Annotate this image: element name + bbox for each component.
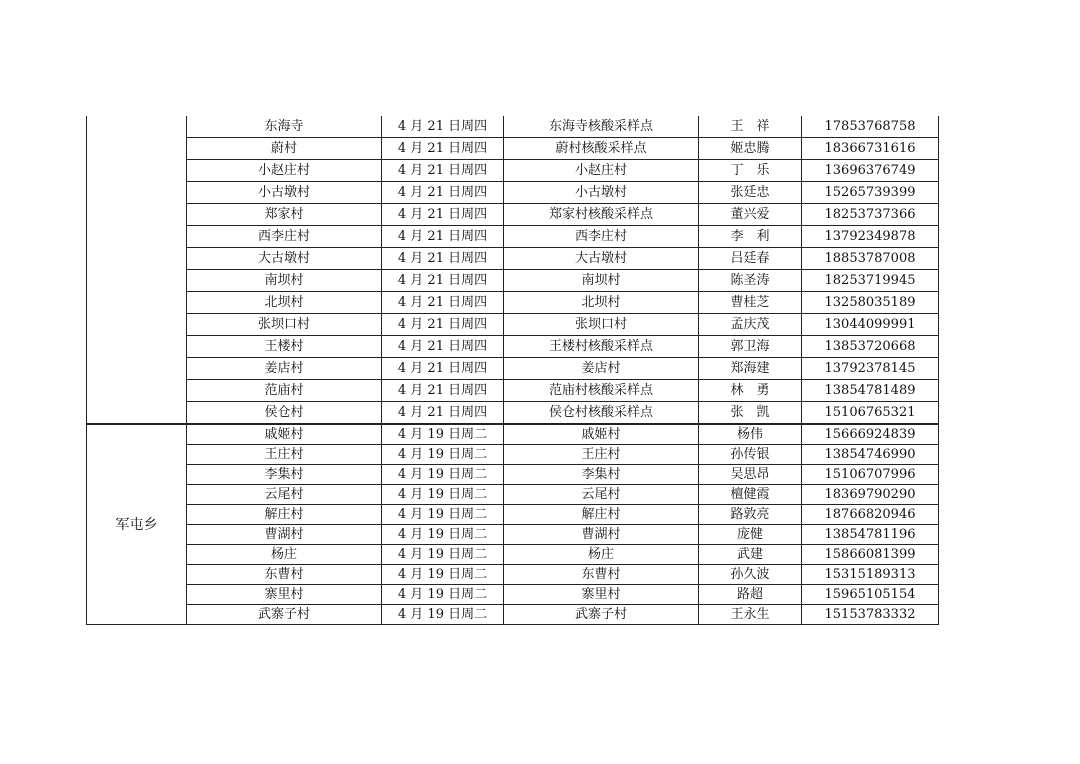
table-row xyxy=(87,402,939,425)
date-cell: 4 月 19 日周二 xyxy=(382,585,504,605)
phone-cell: 15153783332 xyxy=(802,605,939,625)
table-row xyxy=(87,138,939,160)
contact-cell: 姬忠腾 xyxy=(699,138,802,160)
village-cell: 云尾村 xyxy=(187,485,382,505)
site-cell: 寨里村 xyxy=(504,585,699,605)
date-cell: 4 月 19 日周二 xyxy=(382,505,504,525)
date-cell: 4 月 21 日周四 xyxy=(382,160,504,182)
contact-cell: 王永生 xyxy=(699,605,802,625)
site-cell: 西李庄村 xyxy=(504,226,699,248)
contact-cell: 吴思昂 xyxy=(699,465,802,485)
table-row xyxy=(87,292,939,314)
village-cell: 西李庄村 xyxy=(187,226,382,248)
contact-cell: 杨伟 xyxy=(699,424,802,445)
date-cell: 4 月 19 日周二 xyxy=(382,485,504,505)
table-row xyxy=(87,585,939,605)
table-row xyxy=(87,182,939,204)
date-cell: 4 月 21 日周四 xyxy=(382,358,504,380)
township-cell xyxy=(87,116,187,424)
date-cell: 4 月 21 日周四 xyxy=(382,270,504,292)
site-cell: 大古墩村 xyxy=(504,248,699,270)
table-row xyxy=(87,424,939,445)
date-cell: 4 月 21 日周四 xyxy=(382,138,504,160)
village-cell: 大古墩村 xyxy=(187,248,382,270)
phone-cell: 18253719945 xyxy=(802,270,939,292)
contact-cell: 王 祥 xyxy=(699,116,802,138)
site-cell: 戚姬村 xyxy=(504,424,699,445)
date-cell: 4 月 21 日周四 xyxy=(382,226,504,248)
phone-cell: 13792378145 xyxy=(802,358,939,380)
site-cell: 小赵庄村 xyxy=(504,160,699,182)
phone-cell: 17853768758 xyxy=(802,116,939,138)
phone-cell: 15315189313 xyxy=(802,565,939,585)
phone-cell: 18853787008 xyxy=(802,248,939,270)
table-row xyxy=(87,116,939,138)
date-cell: 4 月 21 日周四 xyxy=(382,380,504,402)
village-cell: 曹湖村 xyxy=(187,525,382,545)
phone-cell: 13696376749 xyxy=(802,160,939,182)
table-row xyxy=(87,160,939,182)
phone-cell: 13854781196 xyxy=(802,525,939,545)
site-cell: 郑家村核酸采样点 xyxy=(504,204,699,226)
site-cell: 王庄村 xyxy=(504,445,699,465)
phone-cell: 13853720668 xyxy=(802,336,939,358)
village-cell: 侯仓村 xyxy=(187,402,382,425)
contact-cell: 檀健霞 xyxy=(699,485,802,505)
site-cell: 北坝村 xyxy=(504,292,699,314)
village-cell: 郑家村 xyxy=(187,204,382,226)
phone-cell: 13258035189 xyxy=(802,292,939,314)
phone-cell: 13044099991 xyxy=(802,314,939,336)
table-row xyxy=(87,485,939,505)
table-row xyxy=(87,565,939,585)
phone-cell: 13854746990 xyxy=(802,445,939,465)
table-row xyxy=(87,465,939,485)
village-cell: 姜店村 xyxy=(187,358,382,380)
site-cell: 李集村 xyxy=(504,465,699,485)
phone-cell: 18253737366 xyxy=(802,204,939,226)
date-cell: 4 月 19 日周二 xyxy=(382,424,504,445)
table-row xyxy=(87,445,939,465)
village-cell: 范庙村 xyxy=(187,380,382,402)
date-cell: 4 月 21 日周四 xyxy=(382,402,504,425)
date-cell: 4 月 21 日周四 xyxy=(382,182,504,204)
site-cell: 蔚村核酸采样点 xyxy=(504,138,699,160)
contact-cell: 董兴爱 xyxy=(699,204,802,226)
date-cell: 4 月 19 日周二 xyxy=(382,565,504,585)
contact-cell: 张 凯 xyxy=(699,402,802,425)
table-row xyxy=(87,358,939,380)
site-cell: 曹湖村 xyxy=(504,525,699,545)
village-cell: 王庄村 xyxy=(187,445,382,465)
table-row xyxy=(87,605,939,625)
village-cell: 东曹村 xyxy=(187,565,382,585)
village-cell: 东海寺 xyxy=(187,116,382,138)
date-cell: 4 月 19 日周二 xyxy=(382,545,504,565)
contact-cell: 郭卫海 xyxy=(699,336,802,358)
date-cell: 4 月 19 日周二 xyxy=(382,605,504,625)
contact-cell: 曹桂芝 xyxy=(699,292,802,314)
date-cell: 4 月 21 日周四 xyxy=(382,248,504,270)
site-cell: 解庄村 xyxy=(504,505,699,525)
contact-cell: 郑海建 xyxy=(699,358,802,380)
site-cell: 姜店村 xyxy=(504,358,699,380)
table-row xyxy=(87,505,939,525)
date-cell: 4 月 21 日周四 xyxy=(382,116,504,138)
village-cell: 解庄村 xyxy=(187,505,382,525)
date-cell: 4 月 21 日周四 xyxy=(382,204,504,226)
site-cell: 南坝村 xyxy=(504,270,699,292)
phone-cell: 13854781489 xyxy=(802,380,939,402)
table-row xyxy=(87,248,939,270)
phone-cell: 15866081399 xyxy=(802,545,939,565)
contact-cell: 张廷忠 xyxy=(699,182,802,204)
village-cell: 蔚村 xyxy=(187,138,382,160)
phone-cell: 18369790290 xyxy=(802,485,939,505)
site-cell: 范庙村核酸采样点 xyxy=(504,380,699,402)
site-cell: 王楼村核酸采样点 xyxy=(504,336,699,358)
table-row xyxy=(87,380,939,402)
contact-cell: 武建 xyxy=(699,545,802,565)
phone-cell: 18366731616 xyxy=(802,138,939,160)
contact-cell: 路超 xyxy=(699,585,802,605)
site-cell: 武寨子村 xyxy=(504,605,699,625)
contact-cell: 孟庆茂 xyxy=(699,314,802,336)
village-cell: 小赵庄村 xyxy=(187,160,382,182)
phone-cell: 18766820946 xyxy=(802,505,939,525)
phone-cell: 13792349878 xyxy=(802,226,939,248)
phone-cell: 15265739399 xyxy=(802,182,939,204)
site-cell: 侯仓村核酸采样点 xyxy=(504,402,699,425)
village-cell: 北坝村 xyxy=(187,292,382,314)
date-cell: 4 月 21 日周四 xyxy=(382,336,504,358)
table-row xyxy=(87,270,939,292)
table-row xyxy=(87,525,939,545)
contact-cell: 路敦亮 xyxy=(699,505,802,525)
site-cell: 杨庄 xyxy=(504,545,699,565)
contact-cell: 庞健 xyxy=(699,525,802,545)
village-cell: 南坝村 xyxy=(187,270,382,292)
contact-cell: 陈圣涛 xyxy=(699,270,802,292)
phone-cell: 15666924839 xyxy=(802,424,939,445)
date-cell: 4 月 19 日周二 xyxy=(382,445,504,465)
phone-cell: 15106707996 xyxy=(802,465,939,485)
village-cell: 杨庄 xyxy=(187,545,382,565)
contact-cell: 李 利 xyxy=(699,226,802,248)
site-cell: 云尾村 xyxy=(504,485,699,505)
date-cell: 4 月 21 日周四 xyxy=(382,292,504,314)
phone-cell: 15965105154 xyxy=(802,585,939,605)
village-cell: 武寨子村 xyxy=(187,605,382,625)
contact-cell: 吕廷春 xyxy=(699,248,802,270)
phone-cell: 15106765321 xyxy=(802,402,939,425)
village-cell: 寨里村 xyxy=(187,585,382,605)
contact-cell: 孙久波 xyxy=(699,565,802,585)
contact-cell: 林 勇 xyxy=(699,380,802,402)
village-cell: 张坝口村 xyxy=(187,314,382,336)
village-cell: 王楼村 xyxy=(187,336,382,358)
contact-cell: 丁 乐 xyxy=(699,160,802,182)
village-cell: 小古墩村 xyxy=(187,182,382,204)
table-row xyxy=(87,545,939,565)
table-row xyxy=(87,204,939,226)
table-body xyxy=(87,116,939,625)
contact-cell: 孙传银 xyxy=(699,445,802,465)
village-cell: 戚姬村 xyxy=(187,424,382,445)
township-cell: 军屯乡 xyxy=(87,424,187,625)
sampling-schedule-table xyxy=(86,116,939,625)
site-cell: 张坝口村 xyxy=(504,314,699,336)
site-cell: 东曹村 xyxy=(504,565,699,585)
village-cell: 李集村 xyxy=(187,465,382,485)
table-row xyxy=(87,336,939,358)
table-row xyxy=(87,314,939,336)
date-cell: 4 月 19 日周二 xyxy=(382,465,504,485)
site-cell: 小古墩村 xyxy=(504,182,699,204)
date-cell: 4 月 21 日周四 xyxy=(382,314,504,336)
date-cell: 4 月 19 日周二 xyxy=(382,525,504,545)
site-cell: 东海寺核酸采样点 xyxy=(504,116,699,138)
table-row xyxy=(87,226,939,248)
